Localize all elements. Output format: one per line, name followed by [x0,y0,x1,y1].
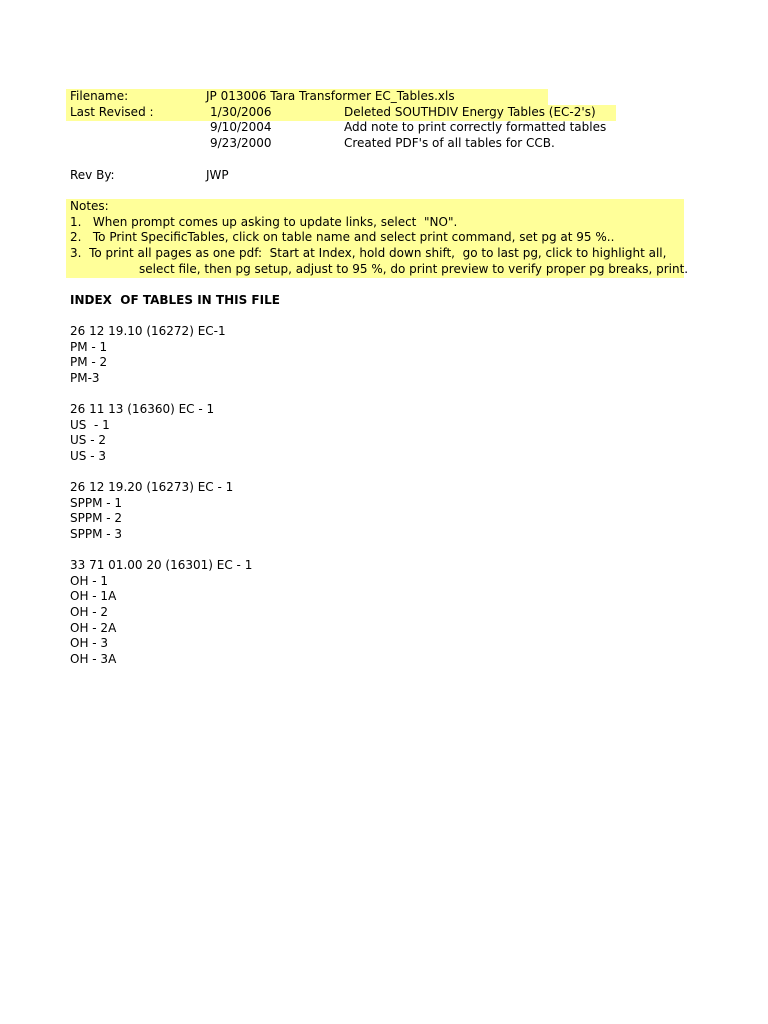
index-group-title[interactable]: 26 12 19.10 (16272) EC-1 [70,324,226,338]
revision-date: 1/30/2006 [210,105,272,119]
index-item[interactable]: OH - 1A [70,589,117,603]
revision-note: Deleted SOUTHDIV Energy Tables (EC-2's) [344,105,596,119]
filename-label: Filename: [70,89,129,103]
index-item[interactable]: PM - 1 [70,340,108,354]
note-line: 1. When prompt comes up asking to update links, select "NO". [70,215,458,229]
index-heading: INDEX OF TABLES IN THIS FILE [70,293,280,307]
last-revised-label: Last Revised : [70,105,154,119]
index-group-title[interactable]: 26 12 19.20 (16273) EC - 1 [70,480,234,494]
index-item[interactable]: SPPM - 2 [70,511,123,525]
index-group-title[interactable]: 26 11 13 (16360) EC - 1 [70,402,215,416]
index-item[interactable]: OH - 3A [70,652,117,666]
note-line: select file, then pg setup, adjust to 95 %, do print preview to verify proper pg breaks, print. [139,262,689,276]
index-item[interactable]: OH - 1 [70,574,109,588]
index-item[interactable]: OH - 2A [70,621,117,635]
index-item[interactable]: US - 3 [70,449,106,463]
index-item[interactable]: US - 2 [70,433,106,447]
index-group-title[interactable]: 33 71 01.00 20 (16301) EC - 1 [70,558,253,572]
revision-date: 9/10/2004 [210,120,272,134]
index-item[interactable]: PM-3 [70,371,100,385]
index-item[interactable]: SPPM - 1 [70,496,123,510]
note-line: 2. To Print SpecificTables, click on table name and select print command, set pg at 95 %.. [70,230,615,244]
rev-by-label: Rev By: [70,168,115,182]
note-line: 3. To print all pages as one pdf: Start at Index, hold down shift, go to last pg, click to highlight all, [70,246,667,260]
index-item[interactable]: OH - 3 [70,636,109,650]
index-item[interactable]: OH - 2 [70,605,109,619]
index-item[interactable]: US - 1 [70,418,110,432]
revision-note: Add note to print correctly formatted tables [344,120,607,134]
index-item[interactable]: PM - 2 [70,355,108,369]
revision-note: Created PDF's of all tables for CCB. [344,136,555,150]
rev-by-value: JWP [206,168,229,182]
filename-value: JP 013006 Tara Transformer EC_Tables.xls [206,89,455,103]
revision-date: 9/23/2000 [210,136,272,150]
notes-title: Notes: [70,199,109,213]
index-item[interactable]: SPPM - 3 [70,527,123,541]
